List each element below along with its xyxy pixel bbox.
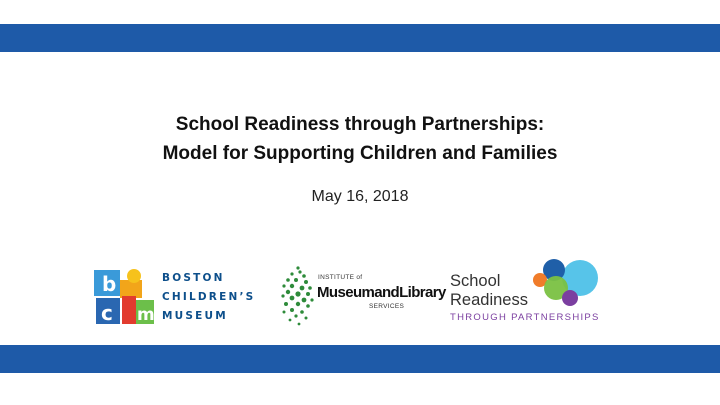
slide-date: May 16, 2018	[311, 188, 409, 205]
imls-services-text: SERVICES	[369, 303, 405, 310]
boston-childrens-museum-logo	[92, 266, 256, 328]
bcm-line-2: CHILDREN’S	[162, 291, 256, 303]
bcm-wordmark	[162, 269, 255, 326]
bcm-line-3: MUSEUM	[162, 310, 228, 322]
srtp-line-3: THROUGH PARTNERSHIPS	[450, 312, 600, 323]
svg-text:m: m	[137, 305, 155, 325]
srtp-circles-icon	[530, 258, 600, 310]
svg-text:c: c	[101, 301, 113, 325]
bcm-line-1: BOSTON	[162, 272, 225, 284]
bcm-mark-icon	[92, 266, 158, 328]
title-line-2: Model for Supporting Children and Families	[162, 143, 558, 164]
school-readiness-logo	[448, 258, 608, 328]
srtp-line-2: Readiness	[450, 291, 528, 309]
top-blue-band	[0, 24, 720, 52]
imls-logo	[280, 262, 446, 330]
srtp-line-1: School	[450, 272, 501, 290]
bottom-blue-band	[0, 345, 720, 373]
imls-starburst-icon	[280, 262, 316, 330]
title-line-1: School Readiness through Partnerships:	[175, 114, 545, 135]
imls-museum-library-text: MuseumandLibrary	[317, 284, 446, 301]
slide-title	[0, 110, 720, 168]
imls-institute-text: INSTITUTE of	[318, 274, 363, 281]
svg-text:b: b	[102, 272, 117, 296]
